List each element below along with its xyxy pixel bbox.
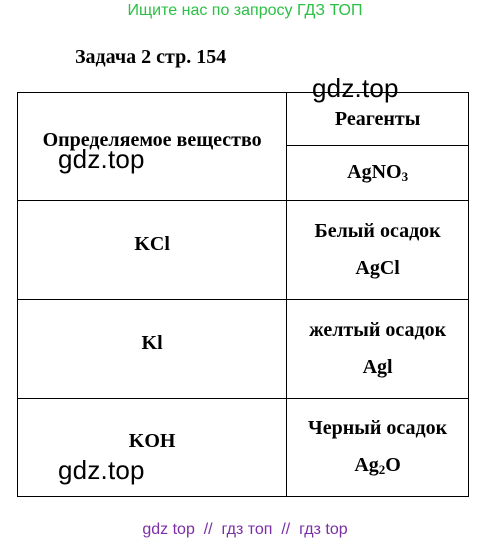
substance-label: KCl [134, 232, 170, 255]
header-reagent [287, 146, 469, 201]
substance-label: Kl [141, 331, 163, 354]
footer-link-gdz-top[interactable]: gdz top [142, 521, 195, 538]
observation-label: Черный осадок [308, 417, 448, 439]
footer-links [0, 521, 490, 539]
footer-link-gdz-top-mixed[interactable]: гдз top [299, 521, 348, 538]
table-row [18, 201, 469, 300]
task-title: Задача 2 стр. 154 [75, 46, 227, 68]
substance-cell [18, 201, 287, 300]
result-cell [287, 201, 469, 300]
reagent-formula: AgNO$_3$ [347, 161, 409, 184]
watermark: gdz.top [58, 455, 145, 485]
substance-label: KOH [128, 430, 176, 452]
footer-separator: // [203, 521, 213, 538]
footer-separator: // [281, 521, 291, 538]
substance-cell [18, 300, 287, 399]
footer-link-gdz-top-ru[interactable]: гдз топ [221, 521, 273, 538]
precipitate-label: Agl [362, 356, 393, 378]
observation-label: желтый осадок [309, 319, 447, 341]
result-cell [287, 399, 469, 497]
header-reagents-label: Реагенты [334, 107, 421, 130]
search-hint-link[interactable]: Ищите нас по запросу ГДЗ ТОП [127, 2, 363, 19]
precipitate-label: $Ag_2O$ [354, 454, 401, 477]
watermark: gdz.top [58, 144, 145, 174]
observation-label: Белый осадок [314, 220, 441, 242]
table-row [18, 300, 469, 399]
precipitate-label: AgCl [355, 257, 400, 279]
watermark: gdz.top [312, 73, 399, 103]
result-cell [287, 300, 469, 399]
header-substance-label: Определяемое вещество [42, 129, 262, 151]
